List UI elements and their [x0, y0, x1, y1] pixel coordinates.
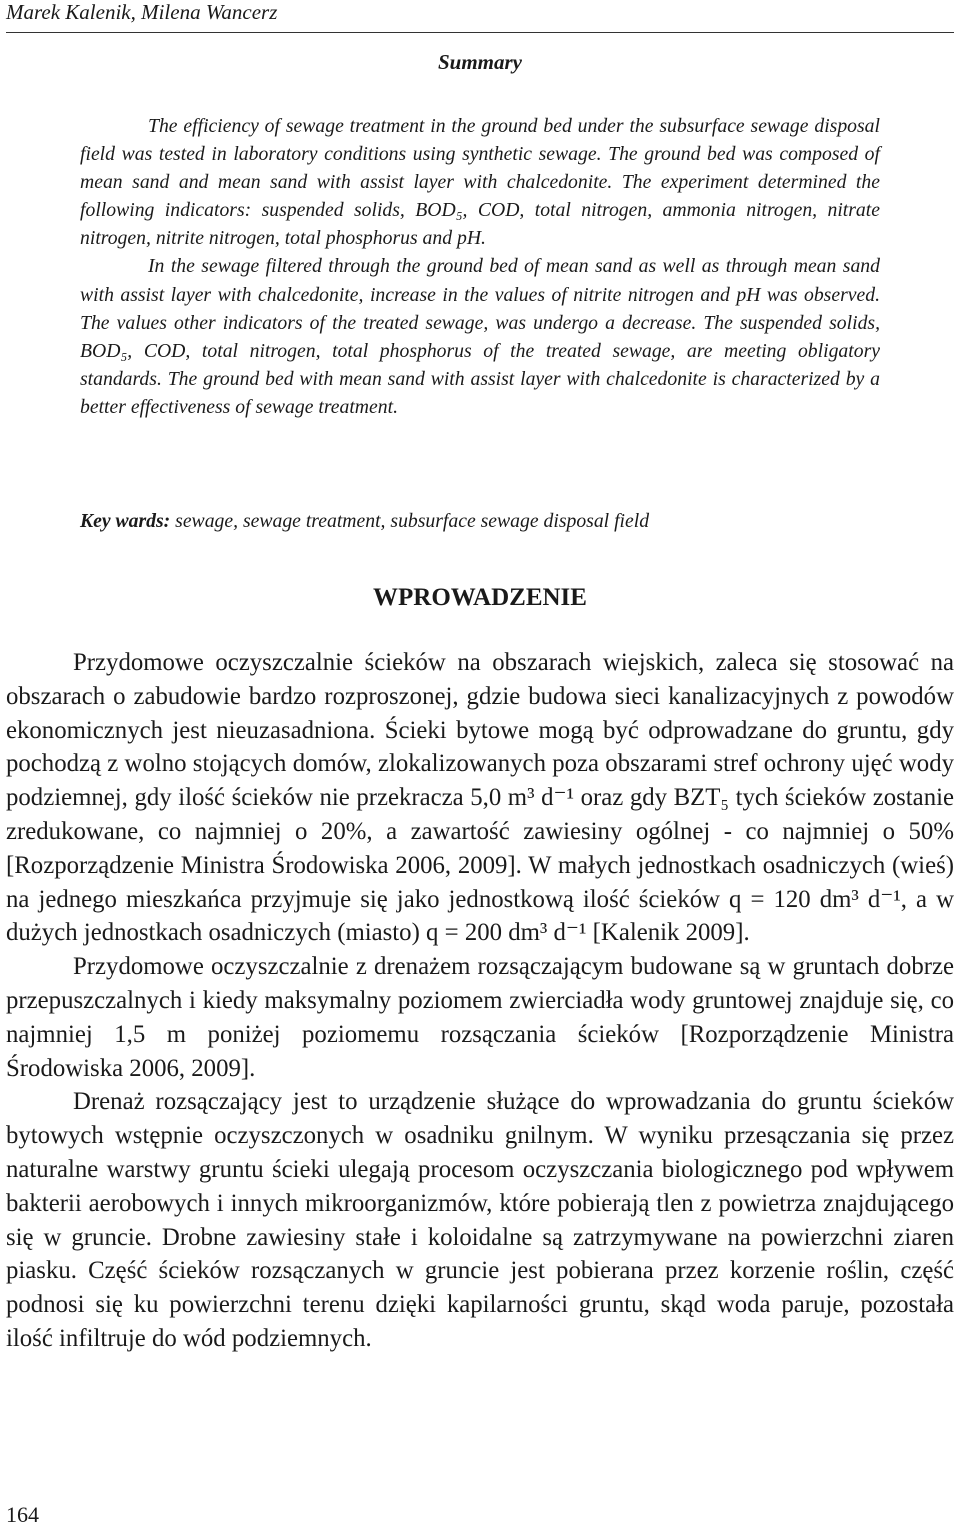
- header-rule: [6, 32, 954, 33]
- body-paragraph-2: Przydomowe oczyszczalnie z drenażem rozsączającym budowane są w gruntach dobrze przepuszczalnych i kiedy maksymalny poziomem zwierciadła wody gruntowej znajduje się, co najmniej 1,5 m poniżej poziomemu rozsączania ścieków [Rozporządzenie Ministra Środowiska 2006, 2009].: [6, 953, 954, 1082]
- abstract-paragraph-1: The efficiency of sewage treatment in the ground bed under the subsurface sewage disposal field was tested in laboratory conditions using synthetic sewage. The ground bed was composed of mean sand and mean sand with assist layer with chalcedonite. The experiment determined the following indicators: suspended solids, BOD₅, COD, total nitrogen, ammonia nitrogen, nitrate nitrogen, nitrite nitrogen, total phosphorus and pH.: [80, 115, 880, 250]
- body-paragraph-1: Przydomowe oczyszczalnie ścieków na obszarach wiejskich, zaleca się stosować na obszarach o zabudowie bardzo rozproszonej, gdzie budowa sieci kanalizacyjnych z powodów ekonomicznych jest nieuzasadniona. Ścieki bytowe mogą być odprowadzane do gruntu, gdy pochodzą z wolno stojących domów, zlokalizowanych poza obszarami stref ochrony ujęć wody podziemnej, gdy ilość ścieków nie przekracza 5,0 m³ d⁻¹ oraz gdy BZT₅ tych ścieków zostanie zredukowane, co najmniej o 20%, a zawartość zawiesiny ogólnej - co najmniej o 50% [Rozporządzenie Ministra Środowiska 2006, 2009]. W małych jednostkach osadniczych (wieś) na jednego mieszkańca przyjmuje się jako jednostkową ilość ścieków q = 120 dm³ d⁻¹, a w dużych jednostkach osadniczych (miasto) q = 200 dm³ d⁻¹ [Kalenik 2009].: [6, 649, 954, 947]
- abstract-paragraph-2: In the sewage filtered through the ground bed of mean sand as well as through mean sand with assist layer with chalcedonite, increase in the values of nitrite nitrogen and pH was observed. The values other indicators of the treated sewage, was undergo a decrease. The suspended solids, BOD₅, COD, total nitrogen, total phosphorus of the treated sewage, are meeting obligatory standards. The ground bed with mean sand with assist layer with chalcedonite is characterized by a better effectiveness of sewage treatment.: [80, 255, 880, 418]
- summary-title: Summary: [437, 50, 523, 74]
- keywords-text: sewage, sewage treatment, subsurface sewage disposal field: [175, 510, 650, 532]
- running-header-authors: Marek Kalenik, Milena Wancerz: [6, 0, 278, 24]
- body-text: [6, 646, 954, 1356]
- page-number: 164: [6, 1502, 39, 1527]
- keywords: [80, 507, 880, 535]
- keywords-label: Key wards:: [80, 510, 171, 532]
- section-title: WPROWADZENIE: [373, 584, 587, 611]
- body-paragraph-3: Drenaż rozsączający jest to urządzenie służące do wprowadzania do gruntu ścieków bytowych wstępnie oczyszczonych w osadniku gnilnym. W wyniku przesączania się przez naturalne warstwy gruntu ścieki ulegają procesom oczyszczania biologicznego pod wpływem bakterii aerobowych i innych mikroorganizmów, które pobierają tlen z powietrza znajdującego się w gruncie. Drobne zawiesiny stałe i koloidalne są zatrzymywane na powierzchni ziaren piasku. Część ścieków rozsączanych w gruncie jest pobierana przez korzenie roślin, część podnosi się ku powierzchni terenu dzięki kapilarności gruntu, skąd woda paruje, pozostała ilość infiltruje do wód podziemnych.: [6, 1088, 954, 1352]
- abstract: [80, 112, 880, 421]
